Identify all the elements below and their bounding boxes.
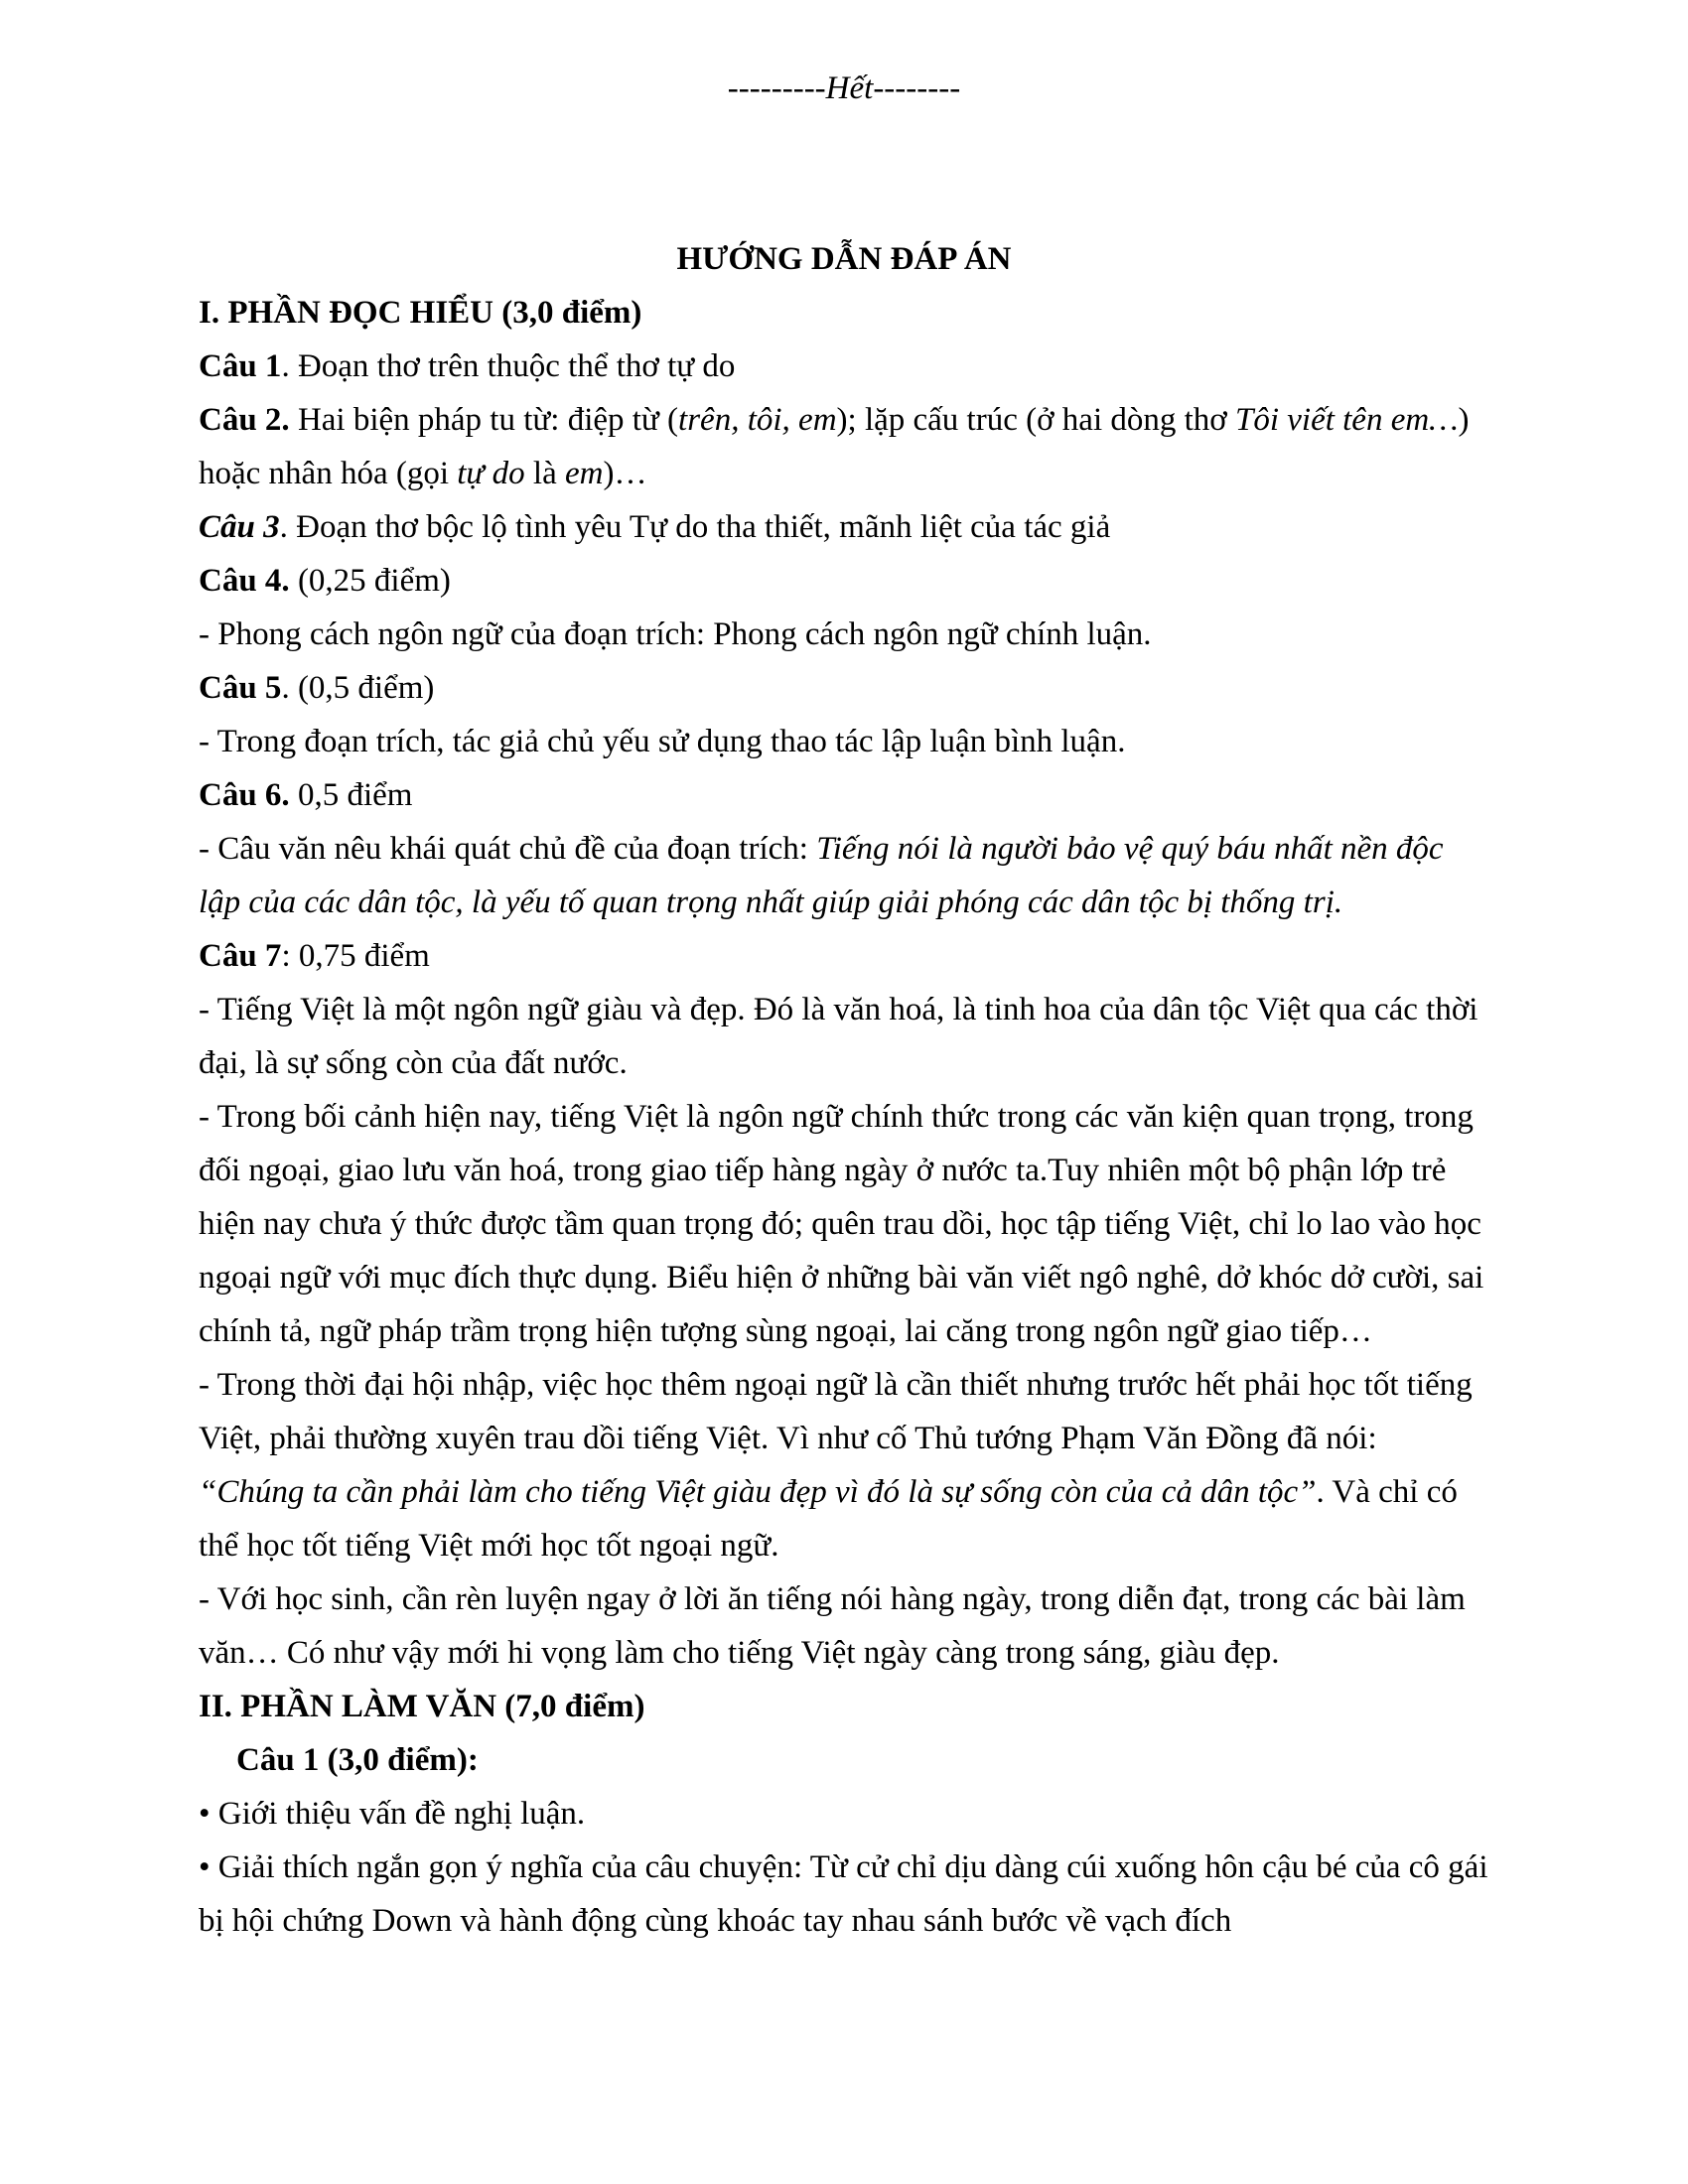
- part1-heading: [199, 286, 1489, 340]
- q2-italic-3: tự do: [457, 456, 525, 491]
- q6-score: 0,5 điểm: [289, 777, 413, 813]
- q7-paragraph-1: - Tiếng Việt là một ngôn ngữ giàu và đẹp. Đó là văn hoá, là tinh hoa của dân tộc Việt qua các thời đại, là sự sống còn của đất nước.: [199, 992, 1478, 1081]
- q3-label: Câu 3: [199, 509, 280, 545]
- q7-paragraph-3: [199, 1358, 1489, 1572]
- question-4: [199, 554, 1489, 608]
- q2-text-3: ) hoặc nhân hóa (gọi: [199, 402, 1470, 491]
- q5-answer: - Trong đoạn trích, tác giả chủ yếu sử dụng thao tác lập luận bình luận.: [199, 724, 1126, 759]
- q6-lead: - Câu văn nêu khái quát chủ đề của đoạn trích:: [199, 831, 817, 867]
- question-2: [199, 393, 1489, 500]
- q1-label: Câu 1: [199, 348, 282, 384]
- q2-label: Câu 2.: [199, 402, 290, 438]
- q1-text: . Đoạn thơ trên thuộc thể thơ tự do: [281, 348, 736, 384]
- part1-heading-text: I. PHẦN ĐỌC HIỂU (3,0 điểm): [199, 295, 642, 331]
- part2-heading-text: II. PHẦN LÀM VĂN (7,0 điểm): [199, 1689, 645, 1724]
- q4-score: (0,25 điểm): [289, 563, 451, 599]
- q2-italic-2: Tôi viết tên em…: [1234, 402, 1459, 438]
- q7-p3-quote: “Chúng ta cần phải làm cho tiếng Việt giàu đẹp vì đó là sự sống còn của cả dân tộc”: [199, 1474, 1317, 1510]
- q6-quote: Tiếng nói là người bảo vệ quý báu nhất nền độc lập của các dân tộc, là yếu tố quan trọng nhất giúp giải phóng các dân tộc bị thống trị.: [199, 831, 1444, 920]
- q7-paragraph-4: - Với học sinh, cần rèn luyện ngay ở lời ăn tiếng nói hàng ngày, trong diễn đạt, trong các bài làm văn… Có như vậy mới hi vọng làm cho tiếng Việt ngày càng trong sáng, giàu đẹp.: [199, 1581, 1466, 1671]
- q2-italic-1: trên, tôi, em: [678, 402, 837, 438]
- q5-score: . (0,5 điểm): [281, 670, 435, 706]
- answer-key-title: HƯỚNG DẪN ĐÁP ÁN: [676, 241, 1012, 277]
- q2-text-1: Hai biện pháp tu từ: điệp từ (: [289, 402, 679, 438]
- question-6: [199, 768, 1489, 822]
- q3-text: . Đoạn thơ bộc lộ tình yêu Tự do tha thiết, mãnh liệt của tác giả: [279, 509, 1111, 545]
- q7-p3-text-a: - Trong thời đại hội nhập, việc học thêm ngoại ngữ là cần thiết nhưng trước hết phải học tốt tiếng Việt, phải thường xuyên trau dồi tiếng Việt. Vì như cố Thủ tướng Phạm Văn Đồng đã nói:: [199, 1367, 1473, 1456]
- q2-text-5: )…: [603, 456, 647, 491]
- part2-heading: [199, 1680, 1489, 1733]
- q7-paragraph-2: - Trong bối cảnh hiện nay, tiếng Việt là ngôn ngữ chính thức trong các văn kiện quan trọng, trong đối ngoại, giao lưu văn hoá, trong giao tiếp hàng ngày ở nước ta.Tuy nhiên một bộ phận lớp trẻ hiện nay chưa ý thức được tầm quan trọng đó; quên trau dồi, học tập tiếng Việt, chỉ lo lao vào học ngoại ngữ với mục đích thực dụng. Biểu hiện ở những bài văn viết ngô nghê, dở khóc dở cười, sai chính tả, ngữ pháp trầm trọng hiện tượng sùng ngoại, lai căng trong ngôn ngữ giao tiếp…: [199, 1099, 1484, 1349]
- bullet-1: • Giới thiệu vấn đề nghị luận.: [199, 1796, 586, 1832]
- bullet-2: • Giải thích ngắn gọn ý nghĩa của câu chuyện: Từ cử chỉ dịu dàng cúi xuống hôn cậu bé của cô gái bị hội chứng Down và hành động cùng khoác tay nhau sánh bước về vạch đích: [199, 1849, 1488, 1939]
- question-5: [199, 661, 1489, 715]
- part2-q1-heading: Câu 1 (3,0 điểm):: [236, 1742, 479, 1778]
- q7-score: : 0,75 điểm: [281, 938, 430, 974]
- q7-label: Câu 7: [199, 938, 282, 974]
- q7-p3-text-b: . Và chỉ có thể học tốt tiếng Việt mới học tốt ngoại ngữ.: [199, 1474, 1458, 1564]
- part2-question-1: [199, 1733, 1489, 1787]
- q5-label: Câu 5: [199, 670, 282, 706]
- q2-text-4: là: [524, 456, 565, 491]
- q2-italic-4: em: [565, 456, 604, 491]
- q4-answer: - Phong cách ngôn ngữ của đoạn trích: Phong cách ngôn ngữ chính luận.: [199, 616, 1152, 652]
- q2-text-2: ); lặp cấu trúc (ở hai dòng thơ: [836, 402, 1235, 438]
- q6-answer: [199, 822, 1489, 929]
- question-7: [199, 929, 1489, 983]
- q6-label: Câu 6.: [199, 777, 290, 813]
- q4-label: Câu 4.: [199, 563, 290, 599]
- end-mark: ---------Hết--------: [727, 70, 961, 106]
- question-3: [199, 500, 1489, 554]
- question-1: [199, 340, 1489, 393]
